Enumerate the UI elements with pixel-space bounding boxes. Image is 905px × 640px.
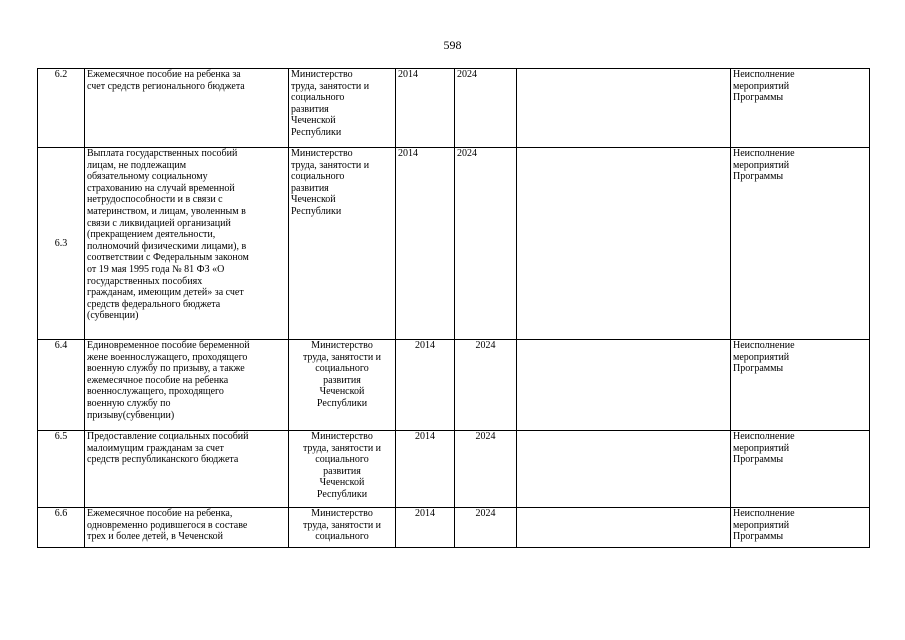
table-row <box>38 431 870 508</box>
row-number: 6.4 <box>38 340 85 431</box>
start-year: 2014 <box>396 431 455 508</box>
consequence: Неисполнение мероприятий Программы <box>731 69 870 148</box>
measure-title: Единовременное пособие беременной жене военнослужащего, проходящего военную службу по призыву, а также ежемесячное пособие на ребенка военнослужащего, проходящего военную службу по призыву(субвенции) <box>85 340 289 431</box>
row-number: 6.2 <box>38 69 85 148</box>
start-year: 2014 <box>396 340 455 431</box>
end-year: 2024 <box>455 508 517 548</box>
consequence: Неисполнение мероприятий Программы <box>731 431 870 508</box>
measure-title: Ежемесячное пособие на ребенка за счет средств регионального бюджета <box>85 69 289 148</box>
table-row <box>38 69 870 148</box>
measure-title: Предоставление социальных пособий малоимущим гражданам за счет средств республиканского бюджета <box>85 431 289 508</box>
row-number: 6.6 <box>38 508 85 548</box>
end-year: 2024 <box>455 69 517 148</box>
table-row <box>38 148 870 340</box>
row-number: 6.3 <box>38 148 85 340</box>
empty-cell <box>517 431 731 508</box>
end-year: 2024 <box>455 431 517 508</box>
empty-cell <box>517 508 731 548</box>
end-year: 2024 <box>455 340 517 431</box>
consequence: Неисполнение мероприятий Программы <box>731 148 870 340</box>
program-table <box>37 68 870 548</box>
row-number: 6.5 <box>38 431 85 508</box>
executor: Министерство труда, занятости и социального развития Чеченской Республики <box>289 340 396 431</box>
start-year: 2014 <box>396 69 455 148</box>
executor: Министерство труда, занятости и социального развития Чеченской Республики <box>289 148 396 340</box>
empty-cell <box>517 148 731 340</box>
measure-title: Ежемесячное пособие на ребенка, одновременно родившегося в составе трех и более детей, в Чеченской <box>85 508 289 548</box>
empty-cell <box>517 69 731 148</box>
executor: Министерство труда, занятости и социального развития Чеченской Республики <box>289 431 396 508</box>
executor: Министерство труда, занятости и социального <box>289 508 396 548</box>
empty-cell <box>517 340 731 431</box>
start-year: 2014 <box>396 148 455 340</box>
table-row <box>38 340 870 431</box>
executor: Министерство труда, занятости и социального развития Чеченской Республики <box>289 69 396 148</box>
page-number: 598 <box>443 38 462 52</box>
consequence: Неисполнение мероприятий Программы <box>731 508 870 548</box>
table-row <box>38 508 870 548</box>
measure-title: Выплата государственных пособий лицам, не подлежащим обязательному социальному страхованию на случай временной нетрудоспособности и в связи с материнством, и лицам, уволенным в связи с ликвидацией организаций (прекращением деятельности, полномочий физическими лицами), в соответствии с Федеральным законом от 19 мая 1995 года № 81 ФЗ «О государственных пособиях гражданам, имеющим детей» за счет средств федерального бюджета (субвенции) <box>85 148 289 340</box>
consequence: Неисполнение мероприятий Программы <box>731 340 870 431</box>
end-year: 2024 <box>455 148 517 340</box>
start-year: 2014 <box>396 508 455 548</box>
